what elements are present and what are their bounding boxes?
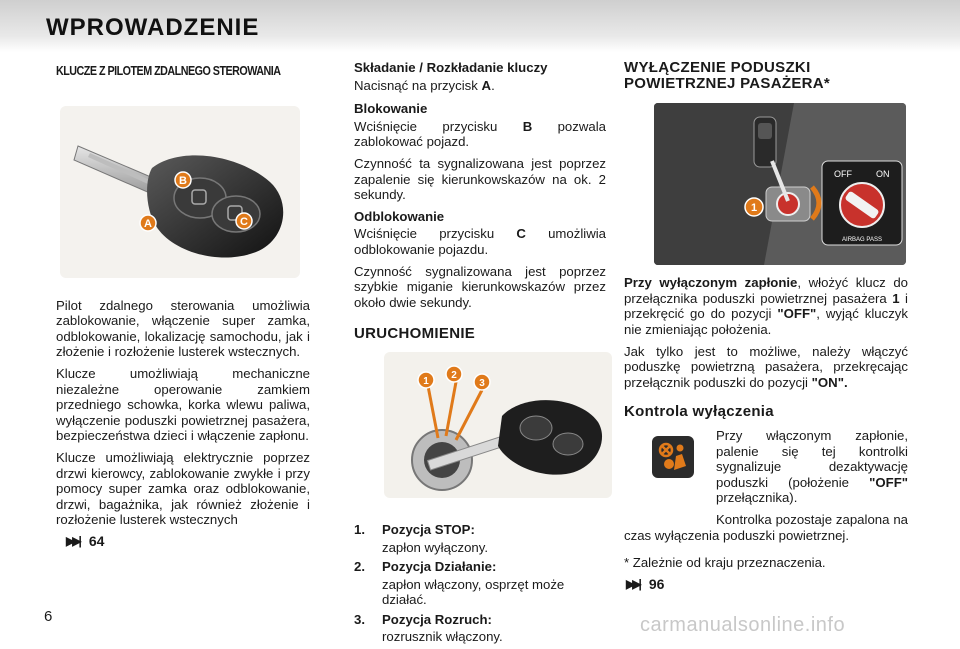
check-text-c: przełącznika). (716, 490, 798, 506)
switch-ref: 1 (892, 290, 900, 306)
fast-forward-icon: ▶▶| (626, 576, 639, 591)
airbag-heading-line1: WYŁĄCZENIE PODUSZKI (624, 59, 811, 76)
switch-on-label: ON (876, 169, 890, 180)
position-number: 3. (354, 611, 365, 627)
unlock-heading: Odblokowanie (354, 208, 445, 224)
page-reference-number: 64 (88, 532, 105, 549)
position-label: Pozycja Działanie: (382, 559, 497, 575)
lock-key-letter: B (522, 118, 533, 134)
check-text-a: Przy włączonym zapłonie, palenie się tej kontrolki sygnalizuje dezaktywację poduszki (położenie (716, 427, 908, 490)
airbag-on-paragraph (624, 344, 908, 391)
watermark: carmanualsonline.info (640, 614, 846, 636)
switch-caption: AIRBAG PASS (842, 237, 882, 244)
footnote: * Zależnie od kraju przeznaczenia. (624, 555, 826, 571)
airbag-switch-drawing (654, 103, 906, 265)
fold-paragraph (354, 78, 606, 94)
page-title: WPROWADZENIE (46, 14, 260, 41)
remote-key-drawing (60, 106, 300, 278)
airbag-off-text-2: i przekręcić go do pozycji (624, 290, 908, 322)
check-heading: Kontrola wyłączenia (624, 403, 774, 421)
switch-callout-1: 1 (750, 202, 758, 215)
unlock-paragraph (354, 226, 606, 257)
ignition-drawing (384, 352, 612, 498)
list-item (354, 612, 606, 645)
lock-heading: Blokowanie (354, 101, 428, 117)
unlock-signal-paragraph: Czynność sygnalizowana jest poprzez szybkie miganie kierunkowskazów przez około dwie sekundy. (354, 263, 606, 310)
lock-text-end: pozwala zablokować pojazd. (354, 118, 606, 150)
section-heading-keys: KLUCZE Z PILOTEM ZDALNEGO STEROWANIA (56, 64, 281, 78)
airbag-switch-illustration (654, 103, 906, 265)
start-heading: URUCHOMIENIE (354, 325, 476, 343)
ignition-off-bold: Przy wyłączonym zapłonie (624, 275, 798, 291)
on-position-bold: "ON". (811, 374, 848, 390)
check-block (624, 428, 908, 543)
check-paragraph-2: Kontrolka pozostaje zapalona na czas wyłączenia poduszki powietrznej. (624, 511, 908, 543)
electric-keys-paragraph: Klucze umożliwiają elektrycznie poprzez drzwi kierowcy, zablokowanie zwykłe i przy pomocy super zamka oraz odblokowanie, drzwi, bagażnika, jak również złożenie i rozłożenie lusterek wstecznych (56, 449, 310, 528)
position-label: Pozycja STOP: (382, 521, 475, 537)
column-remote-keys (56, 64, 310, 550)
key-label-c: C (240, 215, 248, 228)
fold-key-letter: A (481, 77, 492, 93)
page-reference-64[interactable] (66, 534, 310, 550)
ignition-label-3: 3 (479, 377, 485, 389)
airbag-heading-line2: POWIETRZNEJ PASAŻERA* (624, 74, 831, 92)
ignition-label-1: 1 (423, 375, 429, 387)
fast-forward-icon: ▶▶| (66, 533, 79, 548)
lock-text: Wciśnięcie przycisku (354, 118, 523, 134)
fold-heading: Składanie / Rozkładanie kluczy (354, 60, 548, 75)
key-label-a: A (144, 217, 152, 230)
check-off-bold: "OFF" (869, 474, 908, 490)
list-item (354, 522, 606, 555)
airbag-off-text: , włożyć klucz do przełącznika poduszki powietrznej pasażera (624, 275, 908, 306)
page-reference-96[interactable] (626, 577, 908, 593)
airbag-warning-icon (652, 436, 694, 478)
list-item (354, 559, 606, 608)
airbag-on-text: Jak tylko jest to możliwe, należy włączyć poduszkę powietrzną pasażera, przekręcając przełącznik poduszki do pozycji (624, 343, 908, 390)
ignition-label-2: 2 (451, 369, 457, 381)
page-reference-number: 96 (648, 575, 665, 592)
position-number: 2. (354, 559, 365, 575)
mechanical-keys-paragraph: Klucze umożliwiają mechaniczne niezależne operowanie zamkiem przedniego schowka, korka wlewu paliwa, wyłączenie poduszki powietrznej pasażera, bezpieczeństwa dzieci i włączenie zapłonu. (56, 365, 310, 444)
ignition-illustration (384, 352, 612, 498)
lock-signal-paragraph: Czynność ta sygnalizowana jest poprzez zapalenie się kierunkowskazów na ok. 2 sekundy. (354, 155, 606, 203)
off-position-bold: "OFF" (777, 306, 817, 322)
position-description: rozrusznik włączony. (382, 629, 503, 645)
check-text (716, 428, 908, 506)
position-label: Pozycja Rozruch: (382, 611, 492, 627)
position-description: zapłon wyłączony. (382, 539, 489, 555)
airbag-off-text-3: , wyjąć kluczyk nie zmieniając położenia. (624, 306, 908, 337)
position-number: 1. (354, 521, 365, 537)
unlock-text: Wciśnięcie przycisku (354, 226, 517, 242)
position-description: zapłon włączony, osprzęt może działać. (382, 576, 565, 608)
fold-text: Nacisnąć na przycisk (354, 77, 482, 93)
page-number: 6 (44, 608, 53, 625)
airbag-off-paragraph (624, 275, 908, 337)
fold-text-end: . (491, 77, 495, 93)
lock-paragraph (354, 119, 606, 150)
column-key-functions (354, 60, 606, 649)
check-paragraph-1 (716, 428, 908, 506)
remote-key-illustration (60, 106, 300, 278)
airbag-off-lamp-icon (652, 436, 694, 478)
unlock-key-letter: C (516, 226, 526, 242)
unlock-text-end: umożliwia odblokowanie pojazdu. (354, 226, 606, 257)
ignition-positions-list (354, 522, 606, 645)
column-airbag (624, 60, 908, 592)
remote-intro-paragraph: Pilot zdalnego sterowania umożliwia zablokowanie, włączenie super zamka, odblokowanie, lokalizację samochodu, jak i złożenie i rozłożenie lusterek wstecznych. (56, 297, 310, 360)
switch-off-label: OFF (834, 169, 852, 180)
key-label-b: B (179, 174, 187, 187)
